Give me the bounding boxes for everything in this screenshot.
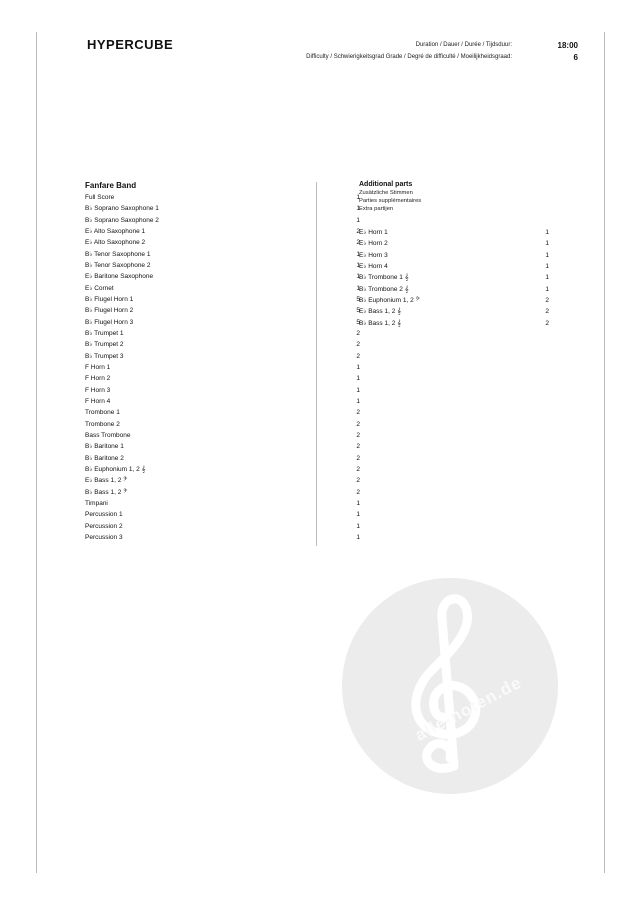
part-row	[85, 294, 360, 305]
part-name: B♭ Tenor Saxophone 1	[85, 250, 151, 258]
part-name: E♭ Horn 4	[359, 262, 388, 270]
part-count: 5	[356, 295, 360, 303]
part-name: B♭ Flugel Horn 1	[85, 295, 134, 303]
part-name: Timpani	[85, 499, 108, 507]
part-name: Trombone 2	[85, 420, 120, 428]
part-count: 1	[356, 194, 360, 201]
part-count: 1	[545, 251, 549, 259]
part-row	[359, 261, 559, 272]
part-name: E♭ Baritone Saxophone	[85, 273, 154, 281]
part-row	[85, 203, 360, 214]
part-count: 2	[356, 443, 360, 451]
part-name: E♭ Horn 1	[359, 229, 388, 236]
part-count: 5	[356, 318, 360, 326]
part-count: 1	[356, 273, 360, 281]
additional-parts-list	[359, 227, 559, 329]
part-count: 1	[356, 261, 360, 269]
part-name: E♭ Bass 1, 2 𝄢	[85, 477, 128, 485]
duration-label: Duration / Dauer / Durée / Tijdsduur:	[415, 42, 512, 48]
part-name: F Horn 2	[85, 375, 111, 383]
part-count: 2	[356, 352, 360, 360]
part-count: 2	[545, 319, 549, 327]
part-count: 2	[356, 227, 360, 235]
part-row	[85, 532, 360, 543]
part-name: E♭ Cornet	[85, 284, 114, 292]
part-name: Percussion 2	[85, 522, 123, 530]
part-count: 1	[356, 511, 360, 519]
part-row	[85, 453, 360, 464]
fanfare-band-heading: Fanfare Band	[85, 181, 137, 190]
part-row	[85, 407, 360, 418]
part-name: E♭ Bass 1, 2 𝄞	[359, 308, 401, 316]
part-name: B♭ Bass 1, 2 𝄞	[359, 319, 401, 327]
additional-subtitle-de: Zusätzliche Stimmen	[359, 190, 413, 196]
part-name: B♭ Tenor Saxophone 2	[85, 261, 151, 269]
part-row	[85, 475, 360, 486]
part-name: Percussion 1	[85, 511, 123, 519]
part-count: 1	[356, 363, 360, 371]
part-count: 2	[356, 431, 360, 439]
part-count: 1	[545, 240, 549, 248]
part-name: Bass Trombone	[85, 431, 131, 439]
part-name: Full Score	[85, 194, 115, 201]
part-count: 1	[545, 229, 549, 236]
part-row	[85, 419, 360, 430]
part-row	[85, 396, 360, 407]
part-name: B♭ Baritone 1	[85, 443, 124, 451]
page-left-border	[36, 32, 37, 873]
part-count: 2	[356, 329, 360, 337]
part-row	[85, 521, 360, 532]
part-name: B♭ Bass 1, 2 𝄢	[85, 488, 128, 496]
part-name: B♭ Soprano Saxophone 1	[85, 205, 159, 213]
part-name: E♭ Alto Saxophone 1	[85, 227, 146, 235]
part-count: 2	[356, 341, 360, 349]
part-row	[85, 226, 360, 237]
part-count: 2	[545, 296, 549, 304]
column-divider	[316, 182, 317, 546]
part-count: 1	[545, 262, 549, 270]
part-name: E♭ Horn 3	[359, 251, 388, 259]
part-name: B♭ Euphonium 1, 2 𝄞	[85, 465, 146, 473]
part-row	[85, 339, 360, 350]
part-count: 2	[356, 465, 360, 473]
watermark-text: alle-noten.de	[412, 672, 525, 745]
part-row	[85, 249, 360, 260]
part-count: 1	[545, 274, 549, 282]
part-count: 1	[356, 386, 360, 394]
part-name: B♭ Trombone 2 𝄞	[359, 285, 409, 293]
part-row	[85, 271, 360, 282]
part-count: 1	[356, 397, 360, 405]
additional-subtitle-nl: Extra partijen	[359, 206, 394, 212]
part-row	[85, 373, 360, 384]
part-row	[85, 283, 360, 294]
page-right-border	[604, 32, 605, 873]
additional-parts-heading: Additional parts	[359, 181, 413, 188]
part-count: 2	[356, 420, 360, 428]
part-count: 2	[356, 488, 360, 496]
part-name: B♭ Flugel Horn 3	[85, 318, 134, 326]
part-row	[85, 498, 360, 509]
part-count: 1	[356, 533, 360, 541]
part-name: F Horn 1	[85, 363, 111, 371]
part-name: B♭ Euphonium 1, 2 𝄢	[359, 296, 420, 304]
part-row	[85, 464, 360, 475]
part-row	[359, 318, 559, 329]
part-count: 1	[356, 250, 360, 258]
treble-clef-icon	[342, 578, 558, 794]
part-name: E♭ Alto Saxophone 2	[85, 239, 146, 247]
part-count: 1	[356, 499, 360, 507]
part-name: F Horn 3	[85, 386, 111, 394]
part-count: 2	[356, 454, 360, 462]
part-row	[85, 430, 360, 441]
part-count: 1	[545, 285, 549, 293]
part-row	[85, 385, 360, 396]
part-row	[85, 441, 360, 452]
part-row	[85, 487, 360, 498]
part-name: F Horn 4	[85, 397, 111, 405]
part-name: Trombone 1	[85, 409, 120, 417]
additional-subtitle-fr: Parties supplémentaires	[359, 198, 422, 204]
part-row	[359, 284, 559, 295]
part-count: 1	[356, 522, 360, 530]
piece-title: HYPERCUBE	[87, 37, 174, 52]
part-name: B♭ Trumpet 2	[85, 341, 124, 349]
part-count: 1	[356, 216, 360, 224]
difficulty-value: 6	[573, 53, 578, 62]
part-name: B♭ Trumpet 3	[85, 352, 124, 360]
part-row	[85, 509, 360, 520]
part-count: 2	[545, 308, 549, 316]
part-row	[85, 317, 360, 328]
part-row	[85, 215, 360, 226]
part-name: B♭ Baritone 2	[85, 454, 124, 462]
part-row	[85, 328, 360, 339]
part-name: Percussion 3	[85, 533, 123, 541]
part-name: B♭ Soprano Saxophone 2	[85, 216, 159, 224]
part-row	[85, 260, 360, 271]
part-row	[85, 237, 360, 248]
part-count: 2	[356, 409, 360, 417]
part-row	[85, 305, 360, 316]
part-count: 2	[356, 239, 360, 247]
part-row	[359, 295, 559, 306]
part-row	[85, 351, 360, 362]
part-count: 1	[356, 284, 360, 292]
duration-value: 18:00	[557, 41, 578, 50]
part-name: B♭ Trombone 1 𝄞	[359, 274, 409, 282]
fanfare-parts-list	[85, 192, 360, 543]
part-row	[359, 227, 559, 238]
part-row	[359, 272, 559, 283]
part-count: 1	[356, 205, 360, 213]
part-name: B♭ Flugel Horn 2	[85, 307, 134, 315]
part-count: 5	[356, 307, 360, 315]
part-row	[85, 362, 360, 373]
part-name: E♭ Horn 2	[359, 240, 388, 248]
part-count: 1	[356, 375, 360, 383]
part-row	[359, 306, 559, 317]
watermark-logo	[342, 578, 558, 794]
part-count: 2	[356, 477, 360, 485]
difficulty-label: Difficulty / Schwierigkeitsgrad Grade / Degré de difficulté / Moeilijkheidsgraad:	[306, 54, 512, 60]
part-name: B♭ Trumpet 1	[85, 329, 124, 337]
part-row	[85, 192, 360, 203]
part-row	[359, 250, 559, 261]
part-row	[359, 238, 559, 249]
